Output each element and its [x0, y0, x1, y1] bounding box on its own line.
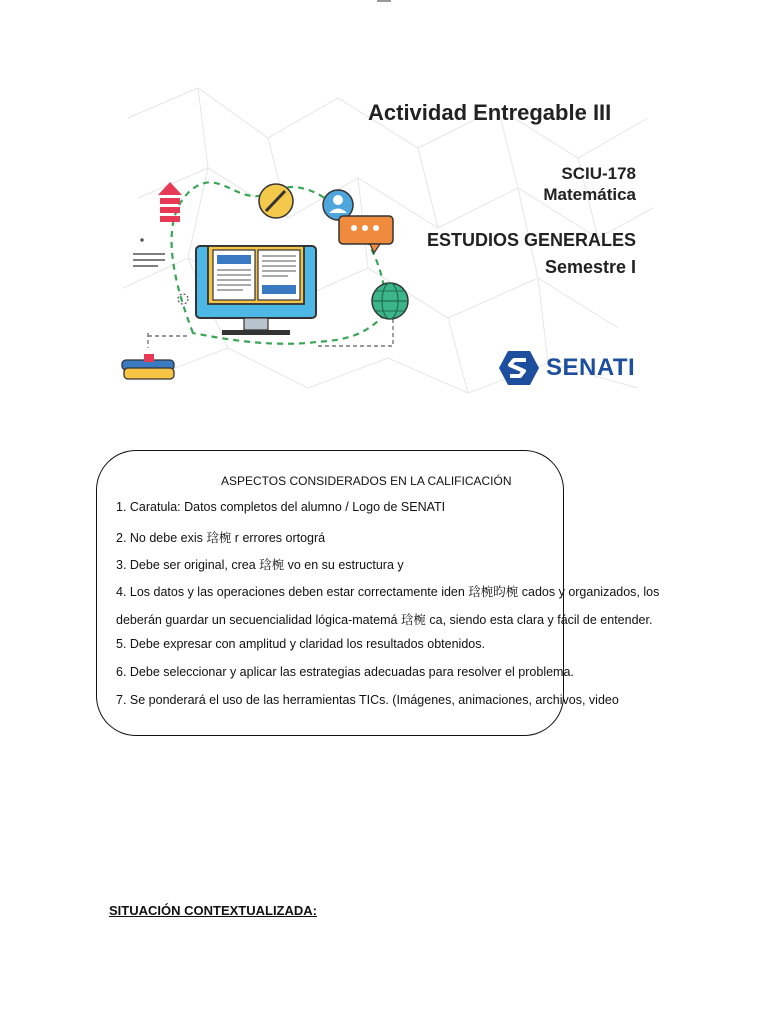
- criteria-item: 6. Debe seleccionar y aplicar las estrategias adecuadas para resolver el problema.: [116, 665, 574, 679]
- senati-logo: [498, 348, 643, 388]
- department-name: ESTUDIOS GENERALES: [426, 230, 636, 250]
- pencil-icon: [259, 184, 293, 218]
- semester-label: Semestre I: [544, 257, 636, 277]
- section-heading: SITUACIÓN CONTEXTUALIZADA:: [109, 903, 317, 918]
- criteria-item: 5. Debe expresar con amplitud y claridad los resultados obtenidos.: [116, 637, 485, 651]
- criteria-item-continued: deberán guardar un secuencialidad lógica-matemá 琀椀 ca, siendo esta clara y fácil de entender.: [116, 613, 653, 627]
- senati-logo-text: SENATI: [546, 354, 636, 381]
- course-code: SCIU-178: [561, 164, 636, 183]
- criteria-item: 4. Los datos y las operaciones deben estar correctamente iden 琀椀昀椀 cados y organizados, los: [116, 585, 660, 599]
- cover-title: Actividad Entregable III: [368, 100, 612, 125]
- criteria-item: 2. No debe exis 琀椀 r errores ortográ: [116, 531, 326, 545]
- criteria-item: 7. Se ponderará el uso de las herramientas TICs. (Imágenes, animaciones, archivos, video: [116, 693, 619, 707]
- list-lines-icon: [133, 238, 165, 266]
- criteria-item: 3. Debe ser original, crea 琀椀 vo en su estructura y: [116, 558, 404, 572]
- grading-criteria-title: ASPECTOS CONSIDERADOS EN LA CALIFICACIÓN: [221, 474, 512, 488]
- books-icon: [122, 354, 174, 379]
- monitor-book-icon: [196, 246, 316, 335]
- arrow-stack-icon: [158, 182, 182, 222]
- globe-icon: [372, 283, 408, 319]
- criteria-item: 1. Caratula: Datos completos del alumno / Logo de SENATI: [116, 500, 446, 514]
- cover-banner: [118, 78, 658, 404]
- top-page-mark: [377, 0, 391, 2]
- senati-logo-icon: [498, 349, 540, 387]
- chat-bubble-icon: [339, 216, 393, 253]
- subject-name: Matemática: [543, 185, 636, 204]
